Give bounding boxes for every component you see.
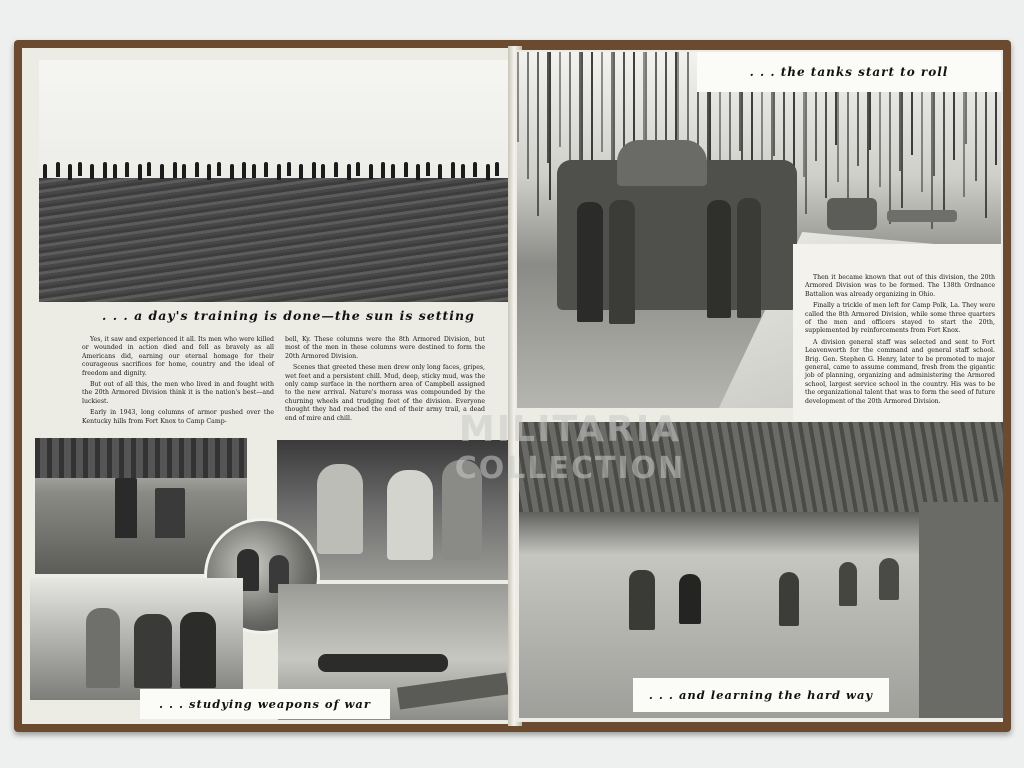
soldier-silhouette xyxy=(347,164,351,180)
paragraph: Yes, it saw and experienced it all. Its men who were killed or wounded in action died and fell as bravely as all Americans did, earning our eternal homage for their courageous sacrifices for home, country and the ideal of freedom and dignity. xyxy=(82,336,274,377)
soldier-silhouette xyxy=(486,164,490,180)
soldier-silhouette xyxy=(381,162,385,178)
soldier-silhouette xyxy=(416,164,420,180)
paragraph: bell, Ky. These columns were the 8th Armored Division, but most of the men in these columns were destined to form the 20th Armored Division. xyxy=(285,336,485,360)
tree-trunk xyxy=(527,52,529,179)
photo-soldiers-with-rifle xyxy=(30,578,243,700)
left-page xyxy=(22,48,515,724)
soldier-silhouette xyxy=(334,162,338,177)
soldier-silhouette xyxy=(90,164,94,179)
soldier-silhouette xyxy=(252,164,256,178)
watermark-line-2: COLLECTION xyxy=(454,451,686,486)
caption-box-tanks xyxy=(697,52,1001,92)
soldier-silhouette xyxy=(160,164,164,179)
tree-trunk xyxy=(601,52,603,152)
soldier-silhouette xyxy=(147,162,151,176)
soldier-silhouette xyxy=(138,164,142,180)
soldier-silhouette xyxy=(369,164,373,179)
text-column-1 xyxy=(82,336,274,429)
caption-box-hard-way xyxy=(633,678,889,712)
soldier-silhouette xyxy=(68,164,72,180)
soldier-silhouette xyxy=(287,162,291,176)
soldier-silhouette xyxy=(495,162,499,176)
caption-box-weapons xyxy=(140,689,390,719)
soldier-silhouette xyxy=(451,162,455,178)
soldier-silhouette xyxy=(103,162,107,178)
caption-studying-weapons: . . . studying weapons of war xyxy=(159,697,371,711)
soldier-silhouette xyxy=(195,162,199,177)
paragraph: A division general staff was selected and sent to Fort Leavenworth for the command and general staff school. Brig. Gen. Stephen G. Henry, later to be promoted to major general, came to assume command, fresh from the gigantic job of planning, organizing and administering the Armored school, largest service school in the country. His was to be the organizational talent that was to form the seed of future development of the 20th Armored Division. xyxy=(805,338,995,405)
soldier-silhouette xyxy=(356,162,360,176)
soldier-silhouette xyxy=(125,162,129,177)
soldier-silhouette xyxy=(473,162,477,177)
paragraph: Scenes that greeted these men drew only long faces, gripes, wet feet and a persistent chill. Mud, deep, sticky mud, was the only camp surface in the northern area of Campbell assigned to the new arrival. Nature's morass was compounded by the churning wheels and trudging feet of the division. Everyone thought they had reached the end of their army trail, a dead end of mire and chill. xyxy=(285,364,485,422)
text-column-right xyxy=(805,274,995,409)
soldier-silhouette xyxy=(426,162,430,176)
tree-trunk xyxy=(581,52,583,168)
soldier-silhouette xyxy=(217,162,221,176)
soldier-silhouette xyxy=(207,164,211,180)
paragraph: Finally a trickle of men left for Camp Polk, La. They were called the 8th Armored Division, while some three quarters of the men and officers stayed to start the 20th, supplemented by reinforcements from Fort Knox. xyxy=(805,302,995,335)
photo-marching-column xyxy=(39,60,509,302)
soldier-silhouette xyxy=(404,162,408,177)
caption-tanks-start-to-roll: . . . the tanks start to roll xyxy=(749,65,949,79)
soldier-silhouette xyxy=(78,162,82,176)
soldier-silhouette xyxy=(242,162,246,178)
soldier-silhouette xyxy=(113,164,117,178)
soldier-silhouette xyxy=(312,162,316,178)
soldier-silhouette xyxy=(461,164,465,178)
right-page xyxy=(515,50,1003,722)
paragraph: But out of all this, the men who lived in and fought with the 20th Armored Division think it is the nation's best—and luckiest. xyxy=(82,381,274,405)
text-column-2 xyxy=(285,336,485,426)
marching-soldiers xyxy=(39,160,509,182)
caption-training-done: . . . a day's training is done—the sun is setting xyxy=(102,308,475,323)
soldier-silhouette xyxy=(438,164,442,179)
tree-trunk xyxy=(537,52,539,216)
soldier-silhouette xyxy=(182,164,186,178)
soldier-silhouette xyxy=(391,164,395,178)
tree-trunk xyxy=(517,52,519,142)
paragraph: Then it became known that out of this division, the 20th Armored Division was to be formed. The 138th Ordnance Battalion was already organizing in Ohio. xyxy=(805,274,995,298)
soldier-silhouette xyxy=(173,162,177,178)
soldier-silhouette xyxy=(264,162,268,177)
soldier-silhouette xyxy=(299,164,303,179)
watermark-line-1: MILITARIA xyxy=(458,409,682,450)
soldier-silhouette xyxy=(230,164,234,179)
soldier-silhouette xyxy=(321,164,325,178)
soldier-silhouette xyxy=(43,164,47,178)
tank-turret xyxy=(617,140,707,186)
tree-trunk xyxy=(549,52,551,200)
paragraph: Early in 1943, long columns of armor pushed over the Kentucky hills from Fort Knox to Camp Camp- xyxy=(82,409,274,425)
caption-learning-hard-way: . . . and learning the hard way xyxy=(648,688,874,702)
photo-river-crossing xyxy=(519,422,1003,718)
soldier-silhouette xyxy=(277,164,281,180)
tree-trunk xyxy=(559,52,561,147)
soldier-silhouette xyxy=(56,162,60,177)
